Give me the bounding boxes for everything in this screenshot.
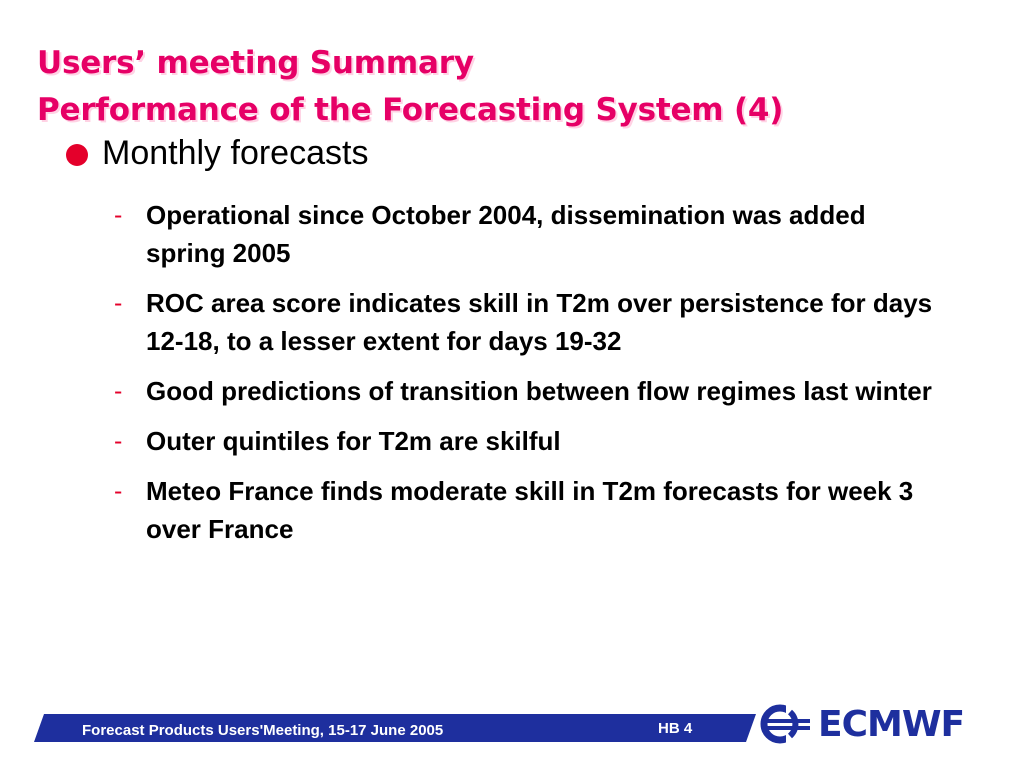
slide-title bbox=[37, 40, 783, 134]
ecmwf-logo-text: ECMWF bbox=[818, 703, 965, 745]
sub-bullet-text: ROC area score indicates skill in T2m over persistence for days 12-18, to a lesser extent for days 19-32 bbox=[146, 288, 933, 356]
main-bullet bbox=[66, 134, 368, 173]
main-bullet-label: Monthly forecasts bbox=[102, 134, 369, 172]
dash-bullet-icon: - bbox=[114, 477, 123, 505]
sub-bullet bbox=[114, 372, 944, 410]
sub-bullet bbox=[114, 472, 944, 548]
sub-bullet-text: Operational since October 2004, dissemination was added spring 2005 bbox=[146, 200, 866, 268]
dash-bullet-icon: - bbox=[114, 289, 123, 317]
title-line-1: Users’ meeting Summary bbox=[37, 45, 474, 81]
sub-bullet bbox=[114, 196, 944, 272]
footer-text: Forecast Products Users'Meeting, 15-17 June 2005 bbox=[82, 722, 444, 739]
sub-bullet-text: Meteo France finds moderate skill in T2m forecasts for week 3 over France bbox=[146, 476, 914, 544]
dash-bullet-icon: - bbox=[114, 201, 123, 229]
sub-bullet bbox=[114, 284, 944, 360]
bullet-dot-icon bbox=[66, 144, 88, 166]
title-line-2: Performance of the Forecasting System (4) bbox=[37, 92, 784, 128]
dash-bullet-icon: - bbox=[114, 377, 123, 405]
ecmwf-logo bbox=[760, 701, 970, 747]
sub-bullet-text: Good predictions of transition between flow regimes last winter bbox=[146, 376, 932, 406]
ecmwf-logo-icon bbox=[760, 704, 812, 744]
sub-bullet-text: Outer quintiles for T2m are skilful bbox=[146, 426, 561, 456]
dash-bullet-icon: - bbox=[114, 427, 123, 455]
slide-number: HB 4 bbox=[658, 720, 693, 737]
sub-bullet-list bbox=[114, 196, 944, 560]
sub-bullet bbox=[114, 422, 944, 460]
